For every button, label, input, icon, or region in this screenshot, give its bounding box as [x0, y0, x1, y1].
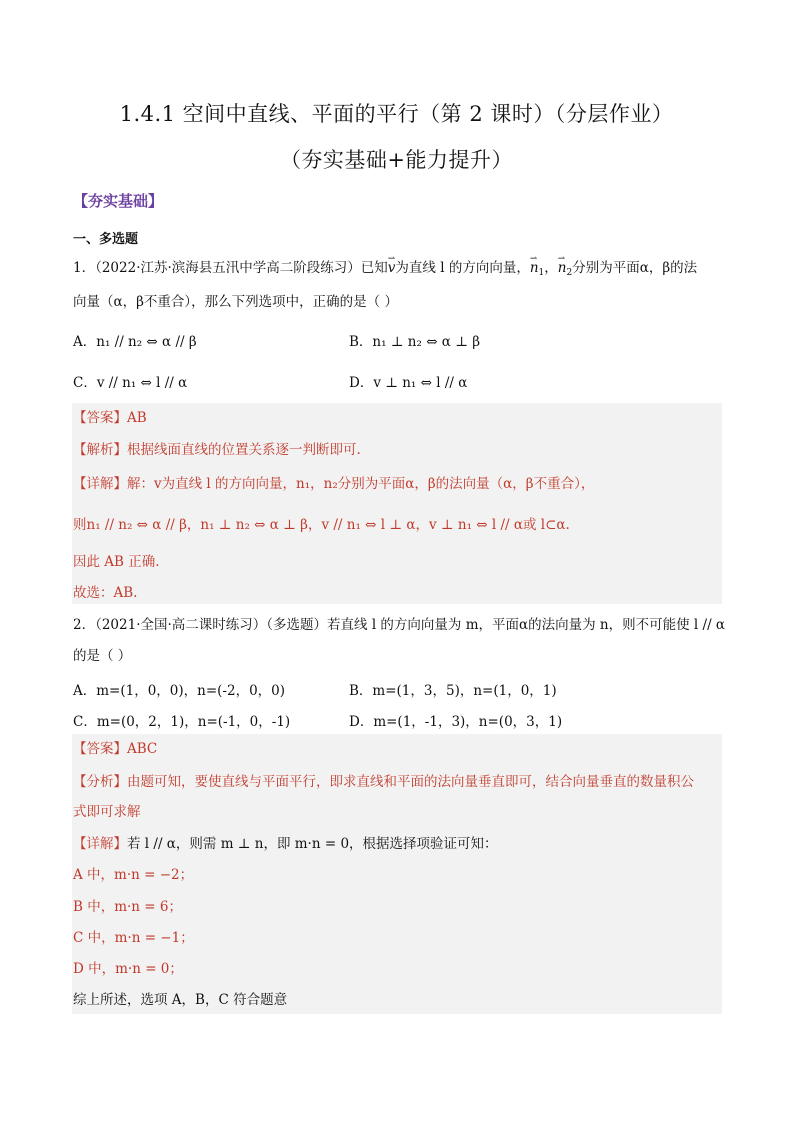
q1-solution-box	[72, 403, 722, 604]
q1-stem-part-a: 1．（2022·江苏·滨海县五汛中学高二阶段练习）已知	[73, 260, 388, 276]
q2-analysis-line1	[73, 773, 694, 791]
q2-detail-line4: C 中，m·n = −1；	[73, 930, 194, 946]
q2-detail-line1	[73, 835, 498, 853]
answer-value: AB	[127, 410, 147, 426]
answer-label: 【答案】	[73, 741, 127, 757]
q1-option-a: A．n₁ // n₂ ⇔ α // β	[73, 334, 197, 350]
analysis-label: 【分析】	[73, 774, 127, 790]
detail-label: 【详解】	[73, 476, 127, 492]
q1-option-c: C．v // n₁ ⇔ l // α	[73, 375, 188, 391]
q1-detail-line1	[73, 475, 594, 493]
document-subtitle: （夯实基础+能力提升）	[279, 148, 514, 172]
q1-option-b: B．n₁ ⊥ n₂ ⇔ α ⊥ β	[349, 334, 481, 350]
analysis-text: 根据线面直线的位置关系逐一判断即可.	[127, 442, 361, 458]
q2-option-a: A．m=(1，0，0)，n=(-2，0，0)	[73, 683, 286, 699]
document-title: 1.4.1 空间中直线、平面的平行（第 2 课时）（分层作业）	[119, 102, 674, 126]
answer-value: ABC	[127, 741, 158, 757]
detail-text: 若 l // α，则需 m ⊥ n，即 m·n = 0，根据选择项验证可知：	[127, 836, 498, 852]
q2-stem-line1: 2．（2021·全国·高二课时练习）（多选题）若直线 l 的方向向量为 m，平面α的法向量为 n，则不可能使 l // α	[73, 617, 726, 633]
q1-stem-line1: 1．（2022·江苏·滨海县五汛中学高二阶段练习）已知⇀ v为直线 l 的方向向量，⇀ $n_1$，⇀ $n_2$分别为平面α，β的法	[73, 259, 697, 282]
q2-option-b: B．m=(1，3，5)，n=(1，0，1)	[349, 683, 557, 699]
vector-n1: ⇀ $n_1$	[530, 259, 544, 282]
analysis-text: 由题可知，要使直线与平面平行，即求直线和平面的法向量垂直即可，结合向量垂直的数量积公	[127, 774, 694, 790]
q2-option-c: C．m=(0，2，1)，n=(-1，0，-1)	[73, 714, 291, 730]
q1-analysis	[73, 441, 361, 459]
q2-stem-line2: 的是（ ）	[73, 648, 132, 664]
q1-stem-part-b: 为直线 l 的方向向量，	[395, 260, 530, 276]
vector-v: ⇀ v	[388, 259, 396, 277]
q2-detail-line2: A 中，m·n = −2；	[73, 867, 194, 883]
q2-detail-line5: D 中，m·n = 0；	[73, 961, 183, 977]
q2-detail-line6: 综上所述，选项 A，B，C 符合题意	[73, 992, 288, 1008]
q1-detail-line2: 则n₁ // n₂ ⇔ α // β，n₁ ⊥ n₂ ⇔ α ⊥ β，v // n₁ ⇔ l ⊥ α，v ⊥ n₁ ⇔ l // α或 l⊂α.	[73, 517, 570, 533]
question-type-heading: 一、多选题	[73, 232, 139, 247]
q1-stem-part-c: 分别为平面α，β的法	[572, 260, 698, 276]
detail-text: 解：v为直线 l 的方向向量，n₁，n₂分别为平面α，β的法向量（α，β不重合），	[127, 476, 595, 492]
q1-answer	[73, 409, 147, 427]
answer-label: 【答案】	[73, 410, 127, 426]
q2-analysis-line2: 式即可求解	[73, 804, 141, 820]
q1-stem-line2: 向量（α，β不重合），那么下列选项中，正确的是（ ）	[73, 294, 398, 310]
q2-answer	[73, 740, 157, 758]
q1-option-d: D．v ⊥ n₁ ⇔ l // α	[349, 375, 468, 391]
q1-detail-line3: 因此 AB 正确.	[73, 554, 160, 570]
q2-detail-line3: B 中，m·n = 6；	[73, 899, 182, 915]
q2-option-d: D．m=(1，-1，3)，n=(0，3，1)	[349, 714, 563, 730]
section-label: 【夯实基础】	[73, 192, 164, 210]
q1-detail-line4: 故选：AB.	[73, 585, 138, 601]
analysis-label: 【解析】	[73, 442, 127, 458]
vector-n2: ⇀ $n_2$	[558, 259, 572, 282]
detail-label: 【详解】	[73, 836, 127, 852]
